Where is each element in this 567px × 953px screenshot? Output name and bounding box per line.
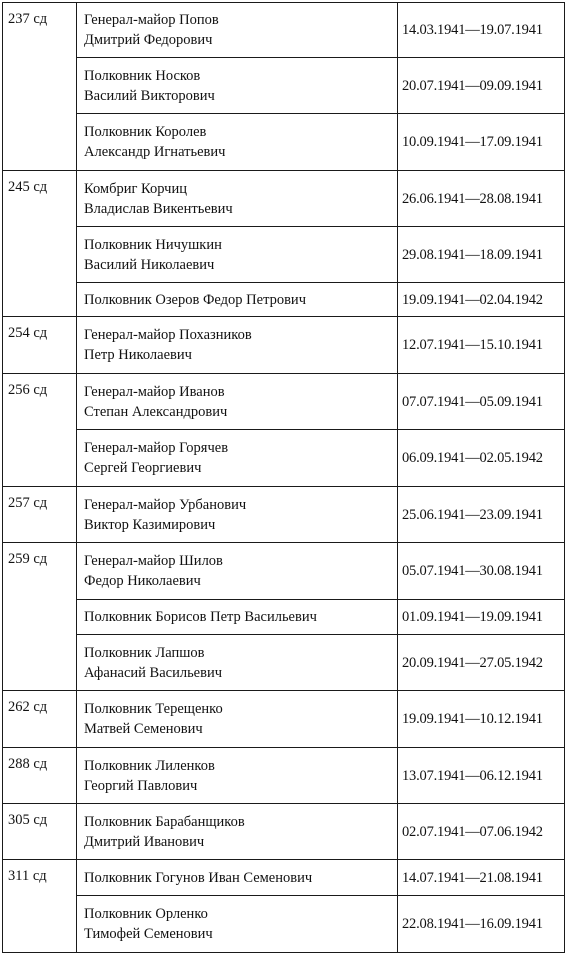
- commander-given-names: Александр Игнатьевич: [84, 144, 226, 160]
- tenure-dates: 26.06.1941—28.08.1941: [398, 171, 565, 227]
- tenure-dates: 13.07.1941—06.12.1941: [398, 748, 565, 804]
- commander-cell: [77, 487, 398, 543]
- commander-cell: [77, 430, 398, 487]
- commander-rank-surname: Полковник Терещенко: [84, 701, 223, 717]
- commander-given-names: Степан Александрович: [84, 403, 228, 420]
- commander-rank-surname: Генерал-майор Похазников: [84, 327, 252, 343]
- table-row: [3, 58, 565, 114]
- tenure-dates: 22.08.1941—16.09.1941: [398, 896, 565, 953]
- commander-cell: [77, 317, 398, 374]
- commander-cell: [77, 691, 398, 748]
- commander-full-name: Полковник Борисов Петр Васильевич: [84, 609, 317, 625]
- table-row: [3, 114, 565, 171]
- table-row: [3, 860, 565, 896]
- unit-cell: 237 сд: [3, 3, 77, 171]
- tenure-dates: 14.03.1941—19.07.1941: [398, 3, 565, 58]
- commander-given-names: Дмитрий Иванович: [84, 833, 205, 850]
- commander-given-names: Владислав Викентьевич: [84, 200, 233, 217]
- commander-rank-surname: Полковник Орленко: [84, 906, 208, 922]
- unit-cell: 257 сд: [3, 487, 77, 543]
- commander-rank-surname: Генерал-майор Шилов: [84, 553, 223, 569]
- tenure-dates: 20.07.1941—09.09.1941: [398, 58, 565, 114]
- commander-cell: [77, 600, 398, 635]
- commander-rank-surname: Полковник Лапшов: [84, 644, 205, 661]
- commander-rank-surname: Комбриг Корчиц: [84, 180, 187, 197]
- commander-cell: [77, 171, 398, 227]
- commander-given-names: Василий Николаевич: [84, 256, 215, 273]
- table-row: [3, 896, 565, 953]
- commander-given-names: Петр Николаевич: [84, 347, 192, 363]
- commander-given-names: Василий Викторович: [84, 87, 215, 104]
- unit-cell: 288 сд: [3, 748, 77, 804]
- commander-rank-surname: Полковник Лиленков: [84, 757, 215, 774]
- commander-rank-surname: Полковник Ничушкин: [84, 236, 222, 253]
- table-row: [3, 600, 565, 635]
- commander-cell: [77, 374, 398, 430]
- table-row: [3, 3, 565, 58]
- commander-cell: [77, 227, 398, 283]
- tenure-dates: 10.09.1941—17.09.1941: [398, 114, 565, 171]
- unit-cell: 245 сд: [3, 171, 77, 317]
- commander-given-names: Георгий Павлович: [84, 777, 198, 794]
- commander-given-names: Федор Николаевич: [84, 573, 201, 589]
- commander-given-names: Виктор Казимирович: [84, 516, 216, 533]
- tenure-dates: 25.06.1941—23.09.1941: [398, 487, 565, 543]
- commander-rank-surname: Полковник Носков: [84, 67, 201, 84]
- table-row: [3, 227, 565, 283]
- commander-cell: [77, 896, 398, 953]
- unit-cell: 256 сд: [3, 374, 77, 487]
- commander-cell: [77, 748, 398, 804]
- unit-cell: 259 сд: [3, 543, 77, 691]
- table-row: [3, 635, 565, 691]
- tenure-dates: 01.09.1941—19.09.1941: [398, 600, 565, 635]
- commander-given-names: Дмитрий Федорович: [84, 32, 213, 48]
- unit-cell: 262 сд: [3, 691, 77, 748]
- table-row: [3, 691, 565, 748]
- table-row: [3, 804, 565, 860]
- commanders-table: [2, 2, 565, 953]
- tenure-dates: 05.07.1941—30.08.1941: [398, 543, 565, 600]
- commander-rank-surname: Полковник Королев: [84, 124, 207, 140]
- commander-cell: [77, 543, 398, 600]
- commander-rank-surname: Генерал-майор Урбанович: [84, 496, 247, 513]
- tenure-dates: 12.07.1941—15.10.1941: [398, 317, 565, 374]
- commander-full-name: Полковник Озеров Федор Петрович: [84, 291, 306, 308]
- commander-rank-surname: Генерал-майор Иванов: [84, 383, 225, 400]
- commander-given-names: Афанасий Васильевич: [84, 664, 223, 681]
- commander-rank-surname: Генерал-майор Попов: [84, 12, 219, 28]
- commander-cell: [77, 283, 398, 317]
- tenure-dates: 14.07.1941—21.08.1941: [398, 860, 565, 896]
- tenure-dates: 20.09.1941—27.05.1942: [398, 635, 565, 691]
- commander-cell: [77, 114, 398, 171]
- commander-cell: [77, 804, 398, 860]
- table-row: [3, 487, 565, 543]
- commander-given-names: Матвей Семенович: [84, 721, 203, 737]
- commander-given-names: Сергей Георгиевич: [84, 460, 202, 476]
- tenure-dates: 19.09.1941—10.12.1941: [398, 691, 565, 748]
- table-row: [3, 430, 565, 487]
- commander-rank-surname: Полковник Барабанщиков: [84, 813, 245, 830]
- commander-cell: [77, 3, 398, 58]
- commander-given-names: Тимофей Семенович: [84, 926, 213, 942]
- commander-cell: [77, 58, 398, 114]
- table-row: [3, 374, 565, 430]
- tenure-dates: 19.09.1941—02.04.1942: [398, 283, 565, 317]
- commander-full-name: Полковник Гогунов Иван Семенович: [84, 869, 313, 886]
- table-row: [3, 283, 565, 317]
- table-row: [3, 171, 565, 227]
- commander-rank-surname: Генерал-майор Горячев: [84, 440, 229, 456]
- table-row: [3, 317, 565, 374]
- unit-cell: 254 сд: [3, 317, 77, 374]
- tenure-dates: 06.09.1941—02.05.1942: [398, 430, 565, 487]
- tenure-dates: 02.07.1941—07.06.1942: [398, 804, 565, 860]
- unit-cell: 305 сд: [3, 804, 77, 860]
- tenure-dates: 07.07.1941—05.09.1941: [398, 374, 565, 430]
- table-row: [3, 543, 565, 600]
- unit-cell: 311 сд: [3, 860, 77, 953]
- commander-cell: [77, 860, 398, 896]
- tenure-dates: 29.08.1941—18.09.1941: [398, 227, 565, 283]
- table-row: [3, 748, 565, 804]
- commander-cell: [77, 635, 398, 691]
